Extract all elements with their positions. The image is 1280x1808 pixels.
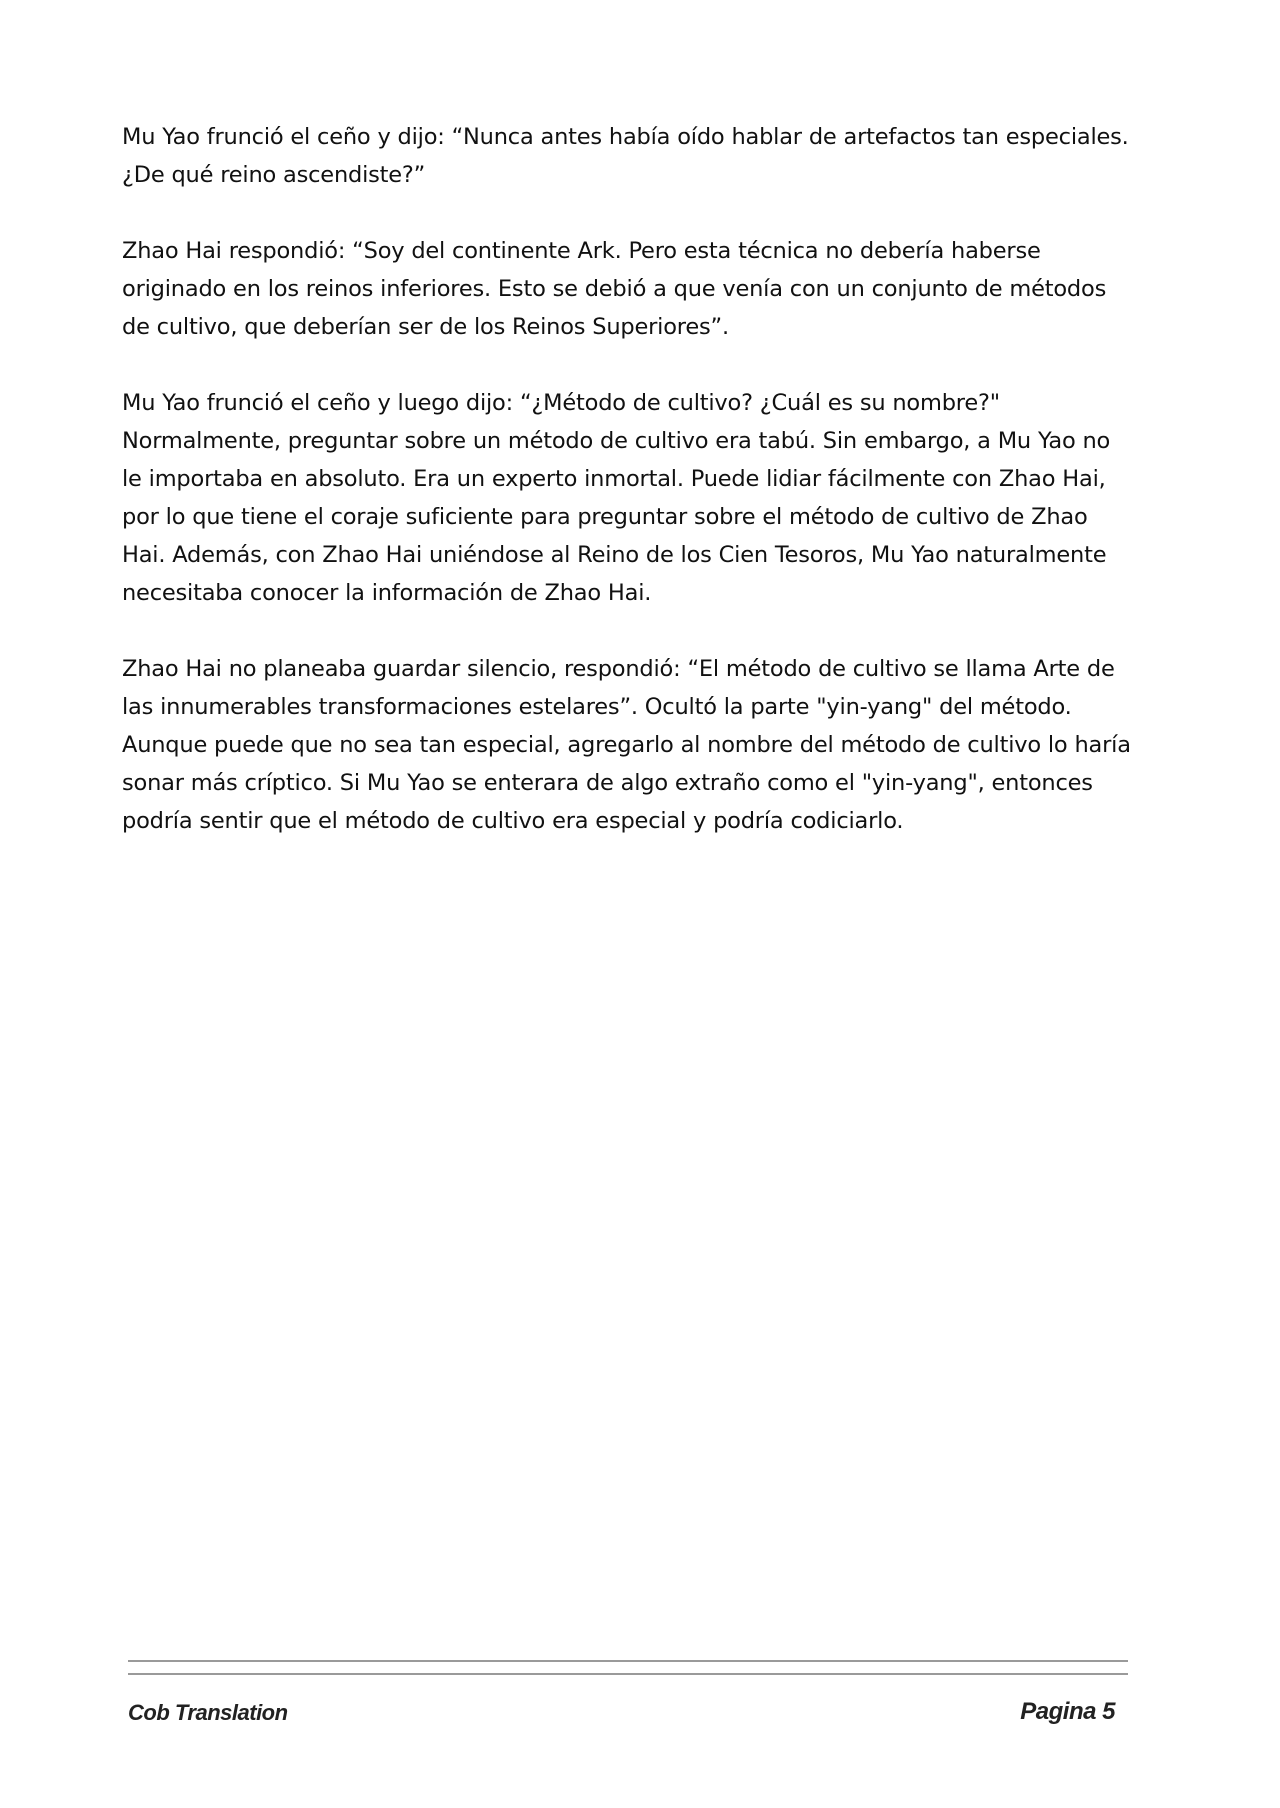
paragraph-4: Zhao Hai no planeaba guardar silencio, respondió: “El método de cultivo se llama Arte de las innumerables transformaciones estelares”. Ocultó la parte "yin-yang" del método. Aunque puede que no sea tan especial, agregarlo al nombre del método de cultivo lo haría sonar más críptico. Si Mu Yao se enterara de algo extraño como el "yin-yang", entonces podría sentir que el método de cultivo era especial y podría codiciarlo. <box>122 656 1131 834</box>
footer-divider-top <box>128 1660 1128 1662</box>
footer-divider-bottom <box>128 1673 1128 1675</box>
paragraph-2: Zhao Hai respondió: “Soy del continente Ark. Pero esta técnica no debería haberse originado en los reinos inferiores. Esto se debió a que venía con un conjunto de métodos de cultivo, que deberían ser de los Reinos Superiores”. <box>122 238 1107 340</box>
footer-publisher: Cob Translation <box>128 1700 288 1725</box>
paragraph-1: Mu Yao frunció el ceño y dijo: “Nunca antes había oído hablar de artefactos tan especiales. ¿De qué reino ascendiste?” <box>122 124 1129 188</box>
paragraph-3: Mu Yao frunció el ceño y luego dijo: “¿Método de cultivo? ¿Cuál es su nombre?" Normalmente, preguntar sobre un método de cultivo era tabú. Sin embargo, a Mu Yao no le importaba en absoluto. Era un experto inmortal. Puede lidiar fácilmente con Zhao Hai, por lo que tiene el coraje suficiente para preguntar sobre el método de cultivo de Zhao Hai. Además, con Zhao Hai uniéndose al Reino de los Cien Tesoros, Mu Yao naturalmente necesitaba conocer la información de Zhao Hai. <box>122 390 1111 606</box>
body-text <box>122 118 1132 878</box>
footer-page-number: Pagina 5 <box>1020 1698 1115 1725</box>
